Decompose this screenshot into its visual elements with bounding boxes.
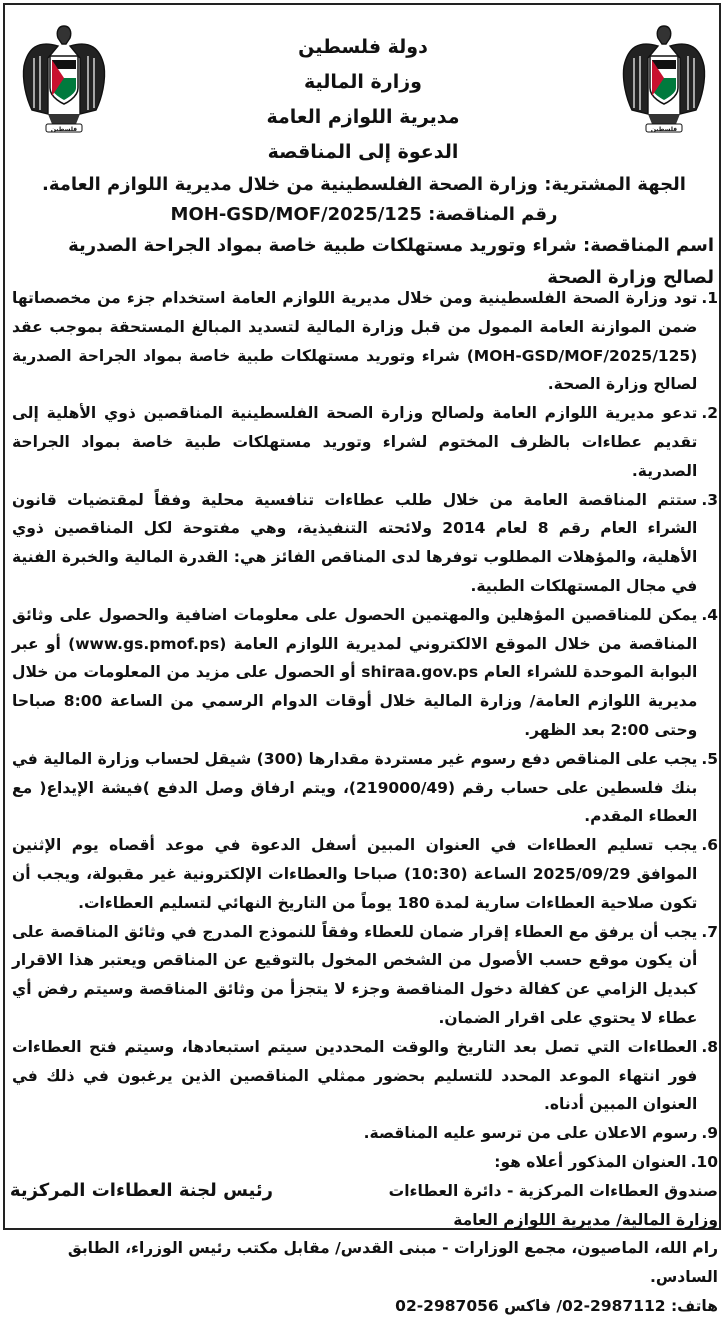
tender-number-line xyxy=(14,200,714,230)
address-line-2: وزارة المالية/ مديرية اللوازم العامة xyxy=(453,1210,718,1229)
ministry-name: وزارة المالية xyxy=(304,71,422,93)
item-text: يجب تسليم العطاءات في العنوان المبين أسفل الدعوة في موعد أقصاه يوم الإثنين الموافق 2025/09/29 الساعة (10:30) صباحا والعطاءات الإلكترونية غير مقبولة، ويجب أن تكون صلاحية العطاءات سارية لمدة 180 يوماً من التاريخ النهائي لتسليم العطاءات. xyxy=(12,836,698,912)
state-name: دولة فلسطين xyxy=(298,36,428,58)
emblem-caption: فلسطين xyxy=(50,126,78,133)
item-number: 6. xyxy=(701,836,718,855)
terms-list xyxy=(9,284,718,1321)
tender-number-value: MOH-GSD/MOF/2025/125 xyxy=(170,204,422,225)
item-text: رسوم الاعلان على من ترسو عليه المناقصة. xyxy=(363,1124,698,1143)
item-text: تدعو مديرية اللوازم العامة ولصالح وزارة الصحة الفلسطينية المناقصين ذوي الأهلية إلى تقديم عطاءات بالظرف المختوم لشراء وتوريد مستهلكات طبية خاصة بمواد الجراحة الصدرية. xyxy=(12,404,698,480)
item-number: 3. xyxy=(701,490,718,509)
item-number: 4. xyxy=(701,605,718,624)
directorate-name: مديرية اللوازم العامة xyxy=(266,106,460,128)
list-item xyxy=(12,1148,718,1177)
palestine-emblem-icon xyxy=(618,18,710,138)
list-item xyxy=(12,918,718,1033)
list-item xyxy=(12,284,718,399)
emblem-caption: فلسطين xyxy=(650,126,678,133)
fax-label: فاكس xyxy=(504,1296,551,1315)
item-text: يمكن للمناقصين المؤهلين والمهتمين الحصول على معلومات اضافية والحصول على وثائق المناقصة من خلال الموقع الالكتروني لمديرية اللوازم العامة (www.gs.pmof.ps) أو عبر البوابة الموحدة للشراء العام shiraa.gov.ps أو الحصول على مزيد من المعلومات من خلال مديرية اللوازم العامة/ وزارة المالية خلال أوقات الدوام الرسمي من الساعة 8:00 صباحا وحتى 2:00 بعد الظهر. xyxy=(12,605,698,739)
list-item xyxy=(12,601,718,745)
item-number: 10. xyxy=(690,1152,718,1171)
list-item xyxy=(12,831,718,917)
tender-name-label: اسم المناقصة: xyxy=(583,235,714,256)
buyer-value: وزارة الصحة الفلسطينية من خلال مديرية اللوازم العامة. xyxy=(42,174,538,195)
address-line-3: رام الله، الماصيون، مجمع الوزارات - مبنى القدس/ مقابل مكتب رئيس الوزراء، الطابق السادس. xyxy=(67,1239,718,1287)
item-text: يجب على المناقص دفع رسوم غير مستردة مقدارها (300) شيقل لحساب وزارة المالية في بنك فلسطين على حساب رقم (219000/49)، ويتم ارفاق وصل الدفع )فيشة الإيداع( مع العطاء المقدم. xyxy=(12,749,698,826)
palestine-emblem-icon xyxy=(18,18,110,138)
item-text: العنوان المذكور أعلاه هو: xyxy=(494,1152,687,1171)
fax-number: 02-2987056 xyxy=(395,1296,499,1315)
invitation-title: الدعوة إلى المناقصة xyxy=(267,141,459,163)
item-number: 1. xyxy=(701,289,718,307)
item-text: العطاءات التي تصل بعد التاريخ والوقت المحددين سيتم استبعادها، وسيتم فتح العطاءات فور انتهاء الموعد المحدد للتسليم بحضور ممثلي المناقصين الذين يرغبون في ذلك في العنوان المبين أدناه. xyxy=(12,1037,698,1114)
item-text: ستتم المناقصة العامة من خلال طلب عطاءات تنافسية محلية وفقاً لمقتضيات قانون الشراء العام رقم 8 لعام 2014 ولائحته التنفيذية، وهي مفتوحة لكل المناقصين ذوي الأهلية، والمؤهلات المطلوب توفرها لدى المناقص الفائز هي: القدرة المالية والخبرة الفنية في مجال المستهلكات الطبية. xyxy=(12,490,698,595)
phone-label: هاتف: xyxy=(670,1296,718,1315)
item-text: تود وزارة الصحة الفلسطينية ومن خلال مديرية اللوازم العامة استخدام جزء من مخصصاتها ضمن الموازنة العامة الممول من قبل وزارة المالية لتسديد المبالغ المستحقة بموجب عقد (MOH-GSD/MOF/2025/125) شراء وتوريد مستهلكات طبية خاصة بمواد الجراحة الصدرية لصالح وزارة الصحة. xyxy=(12,289,698,394)
header xyxy=(140,30,586,170)
signature: رئيس لجنة العطاءات المركزية xyxy=(9,1180,273,1201)
tender-meta xyxy=(14,170,714,294)
phone-number: 02-2987112 xyxy=(562,1296,666,1315)
item-number: 5. xyxy=(701,749,718,768)
item-number: 2. xyxy=(701,404,718,423)
list-item xyxy=(12,399,718,485)
buyer-line xyxy=(14,170,714,200)
list-item xyxy=(12,745,718,831)
item-text: يجب أن يرفق مع العطاء إقرار ضمان للعطاء وفقاً للنموذج المدرج في وثائق المناقصة على أن يكون موقع حسب الأصول من الشخص المخول بالتوقيع عن المناقص ويعتبر هذا الاقرار كبديل الزامي عن كفالة دخول المناقصة وجزء لا يتجزأ من وثائق المناقصة وسيتم رفض أي عطاء لا يحتوي على اقرار الضمان. xyxy=(12,922,698,1027)
list-item xyxy=(12,486,718,601)
list-item xyxy=(12,1033,718,1119)
tender-name-value: شراء وتوريد مستهلكات طبية خاصة بمواد الجراحة الصدرية لصالح وزارة الصحة xyxy=(68,235,714,288)
buyer-label: الجهة المشترية: xyxy=(544,174,686,195)
tender-number-label: رقم المناقصة: xyxy=(428,204,558,225)
address-line-1: صندوق العطاءات المركزية - دائرة العطاءات xyxy=(388,1181,718,1200)
item-number: 9. xyxy=(701,1124,718,1143)
item-number: 7. xyxy=(701,922,718,941)
item-number: 8. xyxy=(701,1037,718,1056)
contact-line: هاتف: 02-2987112/ فاكس 02-2987056 xyxy=(395,1296,718,1315)
list-item xyxy=(12,1119,718,1148)
